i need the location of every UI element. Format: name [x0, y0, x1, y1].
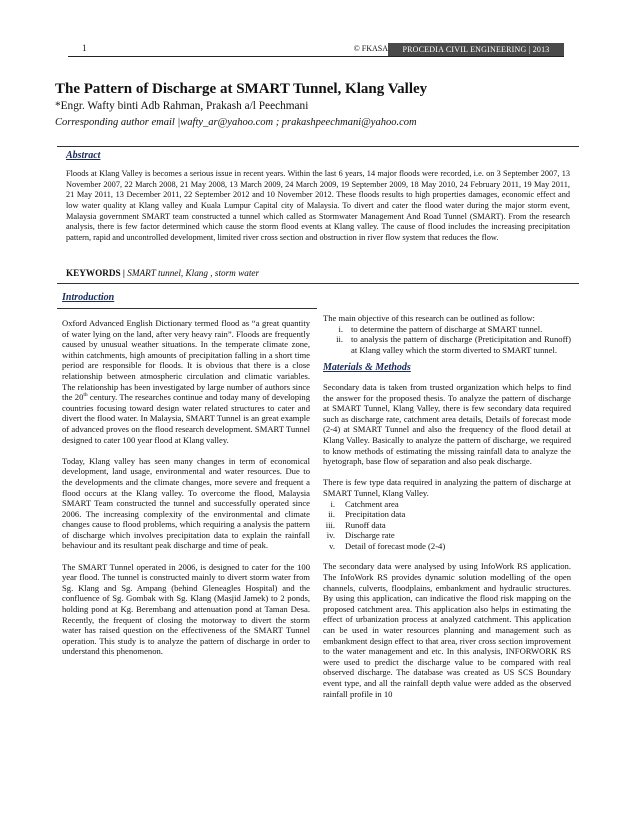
introduction-heading: Introduction	[62, 292, 115, 303]
keywords-line	[66, 268, 566, 278]
corresponding-author: Corresponding author email |wafty_ar@yahoo.com ; prakashpeechmani@yahoo.com	[55, 117, 417, 128]
keywords-separator: |	[122, 268, 125, 278]
running-header	[68, 43, 564, 57]
objectives-list	[323, 324, 571, 356]
intro-paragraph-1: Oxford Advanced English Dictionary termed flood as “a great quantity of water lying on the land, after very heavy rain”. Floods are frequently caused by unusual weather situations. In the temperate climate zone, within catchments, high amounts of precipitation falling in a short time period are responsible for floods. It is obvious that there is a close relationship between atmospheric circulation and climatic variables. The relationship has been investigated by large number of authors since the 20th century. The researches continue and today many of developing countries focusing toward design water related structures to cater and divert the flood water. In Malaysia, SMART Tunnel is an great example of advanced proves on the flood research development. SMART Tunnel designed to cater 100 year flood at Klang valley.	[62, 318, 310, 445]
paper-authors: *Engr. Wafty binti Adb Rahman, Prakash a/l Peechmani	[55, 100, 309, 112]
list-item: iv. Discharge rate	[326, 530, 395, 541]
left-column	[62, 318, 310, 668]
list-item: ii. to analysis the pattern of discharge (Preticipitation and Runoff) at Klang valley which the storm diverted to SMART tunnel.	[336, 334, 571, 355]
keywords-bottom-rule	[57, 283, 579, 284]
data-list	[323, 499, 571, 552]
abstract-top-rule	[57, 146, 579, 147]
list-item: i. Catchment area	[330, 498, 399, 509]
publisher-label: © FKASA	[353, 44, 388, 53]
keywords-label: KEYWORDS	[66, 268, 121, 278]
methods-heading: Materials & Methods	[323, 362, 411, 374]
abstract-text: Floods at Klang Valley is becomes a serious issue in recent years. Within the last 6 years, 14 major floods were recorded, i.e. on 3 September 2007, 13 November 2007, 22 March 2008, 21 May 2008, 13 March 2009, 24 March 2009, 19 September 2009, 18 May 2010, 24 February 2011, 19 May 2011, 21 May 2011, 13 December 2011, 22 September 2012 and 10 November 2012. These floods results to high properties damages, economic effect and low water quality at Klang valley and Kuala Lumpur Capital city of Malaysia. To divert and cater the flood water during the major storm event, Malaysia government SMART team constructed a tunnel which called as Stormwater Management And Road Tunnel (SMART). From the research analysis, there is few factor determined which cause the storm flood events at Klang valley. The cause of flood includes the increasing precipitation pattern, rapid and uncontrolled development, limited river cross section and obstruction in river flow system that reduces the flow.	[66, 169, 570, 242]
paper-title: The Pattern of Discharge at SMART Tunnel, Klang Valley	[55, 81, 428, 97]
list-item: v. Detail of forecast mode (2-4)	[329, 540, 446, 551]
objectives-intro: The main objective of this research can be outlined as follow:	[323, 313, 535, 323]
list-item: iii. Runoff data	[325, 519, 386, 530]
intro-paragraph-3: The SMART Tunnel operated in 2006, is designed to cater for the 100 year flood. The tunnel is constructed mainly to divert storm water from Sg. Klang and Sg. Ampang (behind Gleneagles Hospital) and the confluence of Sg. Gombak with Sg. Klang (Masjid Jamek) to 2 ponds, holding pond at Kg. Berembang and attenuation pond at Taman Desa. Recently, the frequent of closing the motorway to divert the storm water has raised question on the effectiveness of the SMART Tunnel operation. This study is to analyze the pattern of discharge in order to understand this phenomenon.	[62, 561, 310, 657]
introduction-rule	[57, 308, 317, 309]
list-item: ii. Precipitation data	[328, 509, 406, 520]
methods-paragraph-1: Secondary data is taken from trusted organization which helps to find the answer for the proposed thesis. To analyze the pattern of discharge at SMART Tunnel, Klang Valley, there is few secondary data required such as discharge rate, catchment area details, Details of forecast mode (2-4) at SMART Tunnel and also the frequency of the flood detail at Klang Valley. Basically to analyze the pattern of discharge, we required to know methods of estimating the missing rainfall data to analyze the hyetograph, base flow of separation and also peak discharge.	[323, 381, 571, 467]
page-number: 1	[82, 43, 87, 53]
methods-paragraph-3: The secondary data were analysed by using InfoWork RS application. The InfoWork RS provides dynamic solution modelling of the open channels, culverts, floodplains, embankment and hydraulic structures. By using this application, can indicative the flood risk mapping on the proposed catchment area. This application also helps in estimating the effect of urbanization process at analyzed catchment. This application can be used in water resources planning and management such as embankment design effect to that area, river cross section improvement to the water management and etc. In this analysis, INFORWORK RS were used to predict the discharge value to be compared with real observed discharge. The database was created as US SCS Boundary event type, and all the rainfall depth value were added as the observed rainfall profile in 10	[323, 561, 571, 699]
list-item: i. to determine the pattern of discharge at SMART tunnel.	[338, 323, 543, 334]
header-rule	[68, 56, 564, 57]
abstract-heading: Abstract	[66, 150, 101, 161]
intro-paragraph-2: Today, Klang valley has seen many changes in term of economical development, land usage, environmental and water resources. Due to the developments and the climate changes, more severe and frequent a flood occurs at the Klang valley. To overcome the flood, Malaysia SMART Team constructed the tunnel and successfully operated since 2006. The increasing complexity of the environmental and climate changes cause to flood problems, which requiring a analysis the pattern of discharge which involves precipitation data to explain the rainfall behaviour and its resultant peak discharge and time of peak.	[62, 455, 310, 551]
journal-band: PROCEDIA CIVIL ENGINEERING | 2013	[388, 43, 564, 57]
keywords-text: SMART tunnel, Klang , storm water	[127, 268, 260, 278]
right-column	[323, 313, 571, 710]
methods-paragraph-2: There is few type data required in analyzing the pattern of discharge at SMART Tunnel, Klang Valley.	[323, 477, 571, 498]
